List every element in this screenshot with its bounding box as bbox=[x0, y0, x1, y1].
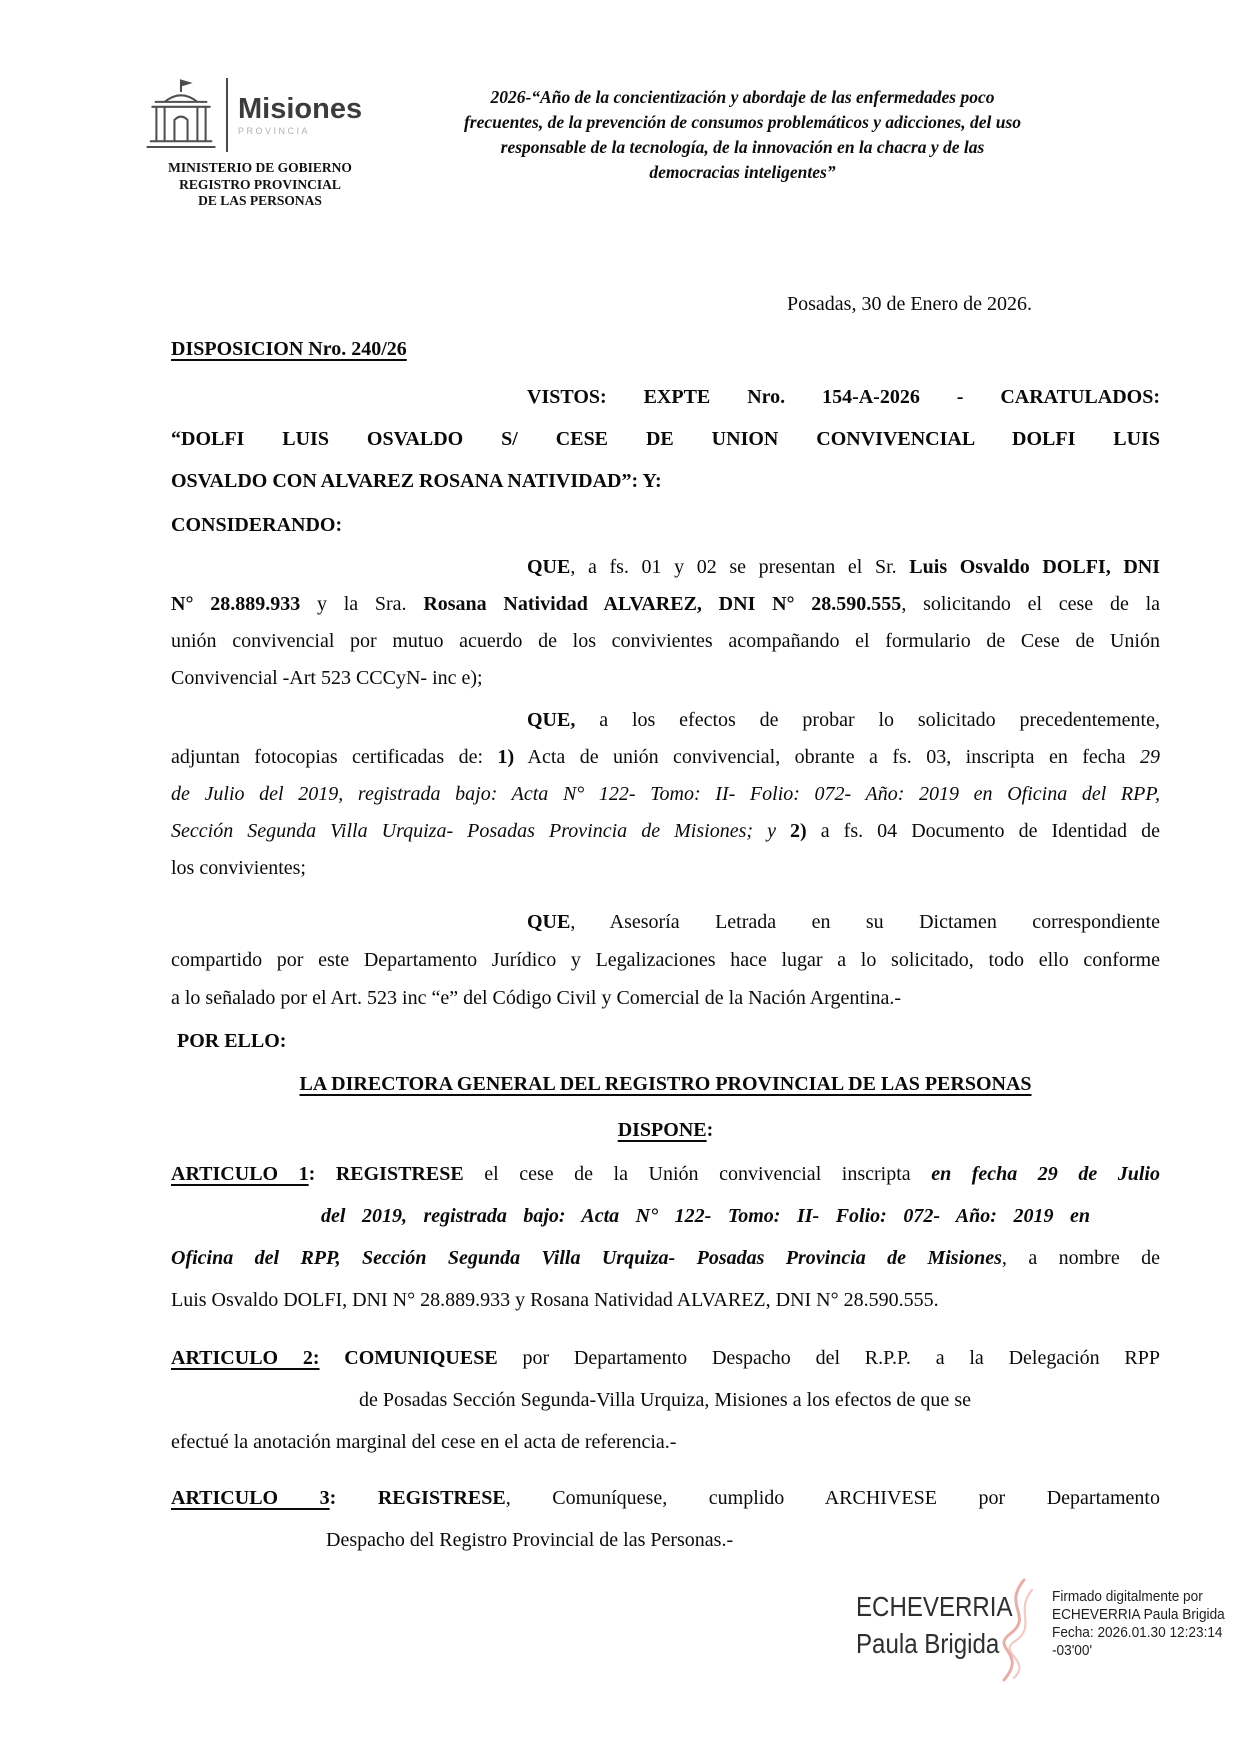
government-building-icon bbox=[140, 74, 222, 156]
text-run: en fecha 29 de Julio bbox=[931, 1163, 1160, 1185]
text-run: Luis Osvaldo DOLFI, DNI N° 28.889.933 y Rosana Natividad ALVAREZ, DNI N° 28.590.555. bbox=[171, 1289, 939, 1311]
text-line bbox=[171, 813, 1160, 850]
text-line bbox=[359, 1379, 1160, 1421]
text-run: a lo señalado por el Art. 523 inc “e” del Código Civil y Comercial de la Nación Argentina.- bbox=[171, 987, 901, 1009]
text-line bbox=[171, 586, 1160, 623]
text-run: de Posadas Sección Segunda-Villa Urquiza, Misiones a los efectos de que se bbox=[359, 1389, 971, 1411]
directora-heading bbox=[171, 1063, 1160, 1105]
date-line bbox=[171, 290, 1160, 318]
text-run: VISTOS: EXPTE Nro. 154-A-2026 - CARATULADOS: bbox=[527, 386, 1160, 408]
text-run: N° 28.889.933 bbox=[171, 593, 301, 615]
text-run: Despacho del Registro Provincial de las Personas.- bbox=[326, 1529, 734, 1551]
articulo-1-paragraph bbox=[171, 1153, 1160, 1321]
signature-details-line: -03'00' bbox=[1052, 1643, 1093, 1659]
text-run: Acta de unión convivencial, obrante a fs. 03, inscripta en fecha bbox=[514, 746, 1140, 768]
text-line bbox=[787, 290, 1160, 318]
text-line bbox=[321, 1195, 1090, 1237]
text-run: DISPONE bbox=[617, 1119, 707, 1141]
logo-divider bbox=[226, 78, 228, 152]
text-line bbox=[171, 1237, 1160, 1279]
text-run: POR ELLO: bbox=[177, 1030, 287, 1052]
text-line bbox=[171, 979, 1160, 1017]
text-run: : bbox=[706, 1119, 714, 1141]
text-run: OSVALDO CON ALVAREZ ROSANA NATIVIDAD”: Y: bbox=[171, 470, 662, 492]
signature-name-line: Paula Brigida bbox=[856, 1628, 1000, 1659]
text-run: REGISTRESE bbox=[377, 1487, 506, 1509]
motto-line: frecuentes, de la prevención de consumos problemáticos y adicciones, del uso bbox=[463, 112, 1022, 132]
text-line bbox=[171, 702, 1160, 739]
text-run: Sección Segunda Villa Urquiza- Posadas Provincia de Misiones; y bbox=[171, 820, 790, 842]
text-line bbox=[171, 504, 1160, 546]
considerando-heading bbox=[171, 504, 1160, 546]
signature-name-line: ECHEVERRIA bbox=[856, 1591, 1013, 1622]
text-run: COMUNIQUESE bbox=[319, 1347, 498, 1369]
motto-line: democracias inteligentes” bbox=[649, 162, 836, 182]
text-run: 2) bbox=[790, 820, 807, 842]
text-line bbox=[171, 334, 1160, 364]
text-line bbox=[171, 850, 1160, 887]
text-run: , Asesoría Letrada en su Dictamen correspondiente bbox=[570, 911, 1160, 933]
text-line bbox=[171, 660, 1160, 697]
text-line bbox=[171, 1477, 1160, 1519]
text-run: QUE bbox=[527, 911, 571, 933]
signature-details bbox=[1052, 1588, 1225, 1662]
text-run: y la Sra. bbox=[300, 593, 424, 615]
signature-details-line: ECHEVERRIA Paula Brigida bbox=[1052, 1607, 1225, 1623]
por-ello-heading bbox=[171, 1020, 1160, 1062]
signature-details-line: Fecha: 2026.01.30 12:23:14 bbox=[1052, 1625, 1223, 1641]
document-body bbox=[171, 285, 1160, 1561]
ministry-line: DE LAS PERSONAS bbox=[198, 193, 322, 208]
text-line bbox=[177, 1020, 1160, 1062]
text-run: efectué la anotación marginal del cese en el acta de referencia.- bbox=[171, 1431, 677, 1453]
articulo-3-paragraph bbox=[171, 1477, 1160, 1561]
text-run: a fs. 04 Documento de Identidad de bbox=[806, 820, 1160, 842]
text-line bbox=[171, 776, 1160, 813]
brand-misiones: Misiones bbox=[238, 93, 363, 125]
signature-name bbox=[856, 1588, 1013, 1662]
text-line bbox=[171, 1279, 1160, 1321]
signature-block bbox=[856, 1588, 1225, 1662]
text-run: 1) bbox=[497, 746, 515, 768]
text-run: QUE bbox=[527, 556, 571, 578]
text-run: adjuntan fotocopias certificadas de: bbox=[171, 746, 498, 768]
text-run: ARTICULO 2: bbox=[171, 1347, 320, 1369]
text-run: por Departamento Despacho del R.P.P. a la Delegación RPP bbox=[497, 1347, 1160, 1369]
ministry-line: REGISTRO PROVINCIAL bbox=[179, 176, 341, 192]
text-run: a los efectos de probar lo solicitado precedentemente, bbox=[575, 709, 1160, 731]
text-run: Rosana Natividad ALVAREZ, DNI N° 28.590.555 bbox=[423, 593, 902, 615]
ministry-line: MINISTERIO DE GOBIERNO bbox=[168, 160, 352, 175]
vistos-paragraph bbox=[171, 376, 1160, 502]
text-line bbox=[171, 1337, 1160, 1379]
text-run: el cese de la Unión convivencial inscripta bbox=[484, 1163, 932, 1185]
text-run: Convivencial -Art 523 CCCyN- inc e); bbox=[171, 667, 483, 689]
text-run: Oficina del RPP, Sección Segunda Villa Urquiza- Posadas Provincia de Misiones bbox=[171, 1247, 1002, 1269]
articulo-2-paragraph bbox=[171, 1337, 1160, 1463]
text-run: : bbox=[329, 1487, 378, 1509]
text-line bbox=[171, 623, 1160, 660]
text-run: compartido por este Departamento Jurídico y Legalizaciones hace lugar a lo solicitado, todo ello conforme bbox=[171, 949, 1160, 971]
text-run: , a nombre de bbox=[1001, 1247, 1160, 1269]
text-run: unión convivencial por mutuo acuerdo de los convivientes acompañando el formulario de Cese de Unión bbox=[171, 630, 1160, 652]
text-line bbox=[171, 1421, 1160, 1463]
motto-line: 2026-“Año de la concientización y abordaje de las enfermedades poco bbox=[490, 87, 995, 107]
que-paragraph-1 bbox=[171, 549, 1160, 697]
dispone-heading bbox=[171, 1108, 1160, 1152]
text-line bbox=[171, 941, 1160, 979]
text-line bbox=[171, 460, 1160, 502]
text-run: CONSIDERANDO: bbox=[171, 514, 343, 536]
text-run: de Julio del 2019, registrada bajo: Acta N° 122- Tomo: II- Folio: 072- Año: 2019 en Oficina del RPP, bbox=[171, 783, 1160, 805]
text-line bbox=[326, 1519, 1160, 1561]
text-run: , Comuníquese, cumplido ARCHIVESE por Departamento bbox=[505, 1487, 1160, 1509]
ministry-title bbox=[140, 160, 380, 210]
text-line bbox=[171, 549, 1160, 586]
text-line bbox=[171, 739, 1160, 776]
header-logo bbox=[140, 74, 380, 210]
text-run: ARTICULO 3 bbox=[171, 1487, 330, 1509]
brand-provincia: PROVINCIA bbox=[238, 126, 311, 136]
text-run: LA DIRECTORA GENERAL DEL REGISTRO PROVINCIAL DE LAS PERSONAS bbox=[299, 1073, 1032, 1095]
que-paragraph-3 bbox=[171, 903, 1160, 1017]
text-run: “DOLFI LUIS OSVALDO S/ CESE DE UNION CONVIVENCIAL DOLFI LUIS bbox=[171, 428, 1160, 450]
text-run: del 2019, registrada bajo: Acta N° 122- Tomo: II- Folio: 072- Año: 2019 en bbox=[321, 1205, 1090, 1227]
signature-details-line: Firmado digitalmente por bbox=[1052, 1589, 1203, 1605]
text-run: Luis Osvaldo DOLFI, DNI bbox=[909, 556, 1160, 578]
text-run: los convivientes; bbox=[171, 857, 306, 879]
text-line bbox=[171, 1108, 1160, 1152]
header-motto bbox=[420, 85, 1065, 185]
motto-line: responsable de la tecnología, de la innovación en la chacra y de las bbox=[500, 137, 985, 157]
text-run: , a fs. 01 y 02 se presentan el Sr. bbox=[570, 556, 910, 578]
text-run: , solicitando el cese de la bbox=[901, 593, 1161, 615]
que-paragraph-2 bbox=[171, 702, 1160, 887]
text-run: QUE, bbox=[527, 709, 576, 731]
text-line bbox=[171, 376, 1160, 418]
text-run: Posadas, 30 de Enero de 2026. bbox=[787, 293, 1032, 315]
text-line bbox=[171, 418, 1160, 460]
text-run: REGISTRESE bbox=[335, 1163, 485, 1185]
text-run: ARTICULO 1 bbox=[171, 1163, 309, 1185]
text-line bbox=[171, 1063, 1160, 1105]
text-run: 29 bbox=[1140, 746, 1160, 768]
text-run: DISPOSICION Nro. 240/26 bbox=[171, 338, 407, 360]
disposicion-number bbox=[171, 334, 1160, 364]
text-line bbox=[171, 1153, 1160, 1195]
text-line bbox=[171, 903, 1160, 941]
text-run: : bbox=[308, 1163, 336, 1185]
